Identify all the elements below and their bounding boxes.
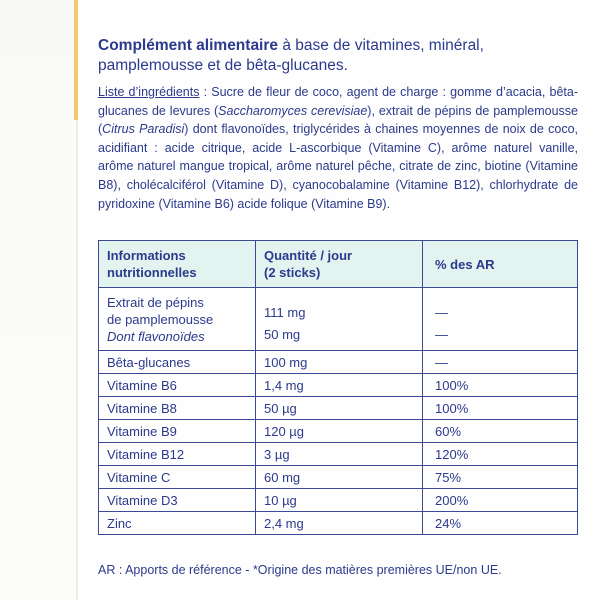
product-type: Complément alimentaire: [98, 37, 279, 54]
row-name: Vitamine D3: [99, 489, 256, 512]
row-name: Vitamine B6: [99, 374, 256, 397]
flavonoids-name: Dont flavonoïdes: [107, 328, 205, 344]
table-row: [99, 351, 578, 374]
table-row: [99, 420, 578, 443]
row-ar: 100%: [423, 374, 578, 397]
header-quantity: [256, 241, 423, 288]
ingredients-list: [98, 83, 578, 213]
row-name: Vitamine C: [99, 466, 256, 489]
fold-edge-line: [76, 120, 78, 600]
table-row: [99, 443, 578, 466]
row-qty: 2,4 mg: [256, 512, 423, 535]
table-row: [99, 489, 578, 512]
row-qty: 1,4 mg: [256, 374, 423, 397]
label-panel: [88, 0, 600, 600]
footnote: AR : Apports de référence - *Origine des matières premières UE/non UE.: [98, 563, 502, 577]
yellow-accent-stripe: [74, 0, 78, 120]
row-qty: 120 µg: [256, 420, 423, 443]
row-ar: 75%: [423, 466, 578, 489]
row-qty: 100 mg: [256, 351, 423, 374]
row-qty: 10 µg: [256, 489, 423, 512]
table-row: [99, 466, 578, 489]
row-ar: 200%: [423, 489, 578, 512]
table-row: [99, 512, 578, 535]
table-header-row: [99, 241, 578, 288]
row-name: Vitamine B12: [99, 443, 256, 466]
flavonoids-qty: 50 mg: [264, 326, 301, 342]
ingredients-latin-2: Citrus Paradisi: [102, 122, 185, 137]
row-name: Bêta-glucanes: [99, 351, 256, 374]
table-row: [99, 374, 578, 397]
row-name: Vitamine B9: [99, 420, 256, 443]
extract-ar-cell: [423, 288, 578, 351]
row-qty: 3 µg: [256, 443, 423, 466]
header-nutrition-info: [99, 241, 256, 288]
header-col1-line2: nutritionnelles: [107, 265, 197, 280]
row-ar: 120%: [423, 443, 578, 466]
row-name: Vitamine B8: [99, 397, 256, 420]
extract-name-line2: de pamplemousse: [107, 311, 214, 327]
header-col2-line1: Quantité / jour: [264, 248, 353, 263]
extract-name-line1: Extrait de pépins: [107, 294, 204, 310]
product-description-text: à base de vitamines, minéral, pamplemousse et de bêta-glucanes.: [98, 37, 484, 74]
ingredients-text-1: : Sucre de fleur de coco, agent de charge : gomme d’acacia, bêta-glucanes de levures (: [98, 85, 578, 118]
product-description: [98, 36, 578, 76]
ingredients-latin-1: Saccharomyces cerevisiae: [218, 103, 368, 118]
extract-qty: 111 mg: [264, 304, 306, 320]
ingredients-text-2: ), extrait de pépins de pamplemousse (: [98, 103, 578, 137]
left-packaging-edge: [0, 0, 78, 600]
ingredients-text-3: ) dont flavonoïdes, triglycérides à chaines moyennes de noix de coco, acidifiant : acide citrique, acide L-ascorbique (Vitamine C), arôme naturel vanille, arôme naturel mangue tropical, arôme naturel pêche, citrate de zinc, biotine (Vitamine B8), cholécalciférol (Vitamine D), cyanocobalamine (Vitamine B12), chlorhydrate de pyridoxine (Vitamine B6) acide folique (Vitamine B9).: [98, 122, 579, 211]
header-percent-ar: % des AR: [423, 241, 578, 288]
table-row: [99, 397, 578, 420]
row-qty: 50 µg: [256, 397, 423, 420]
table-row-extract: [99, 288, 578, 351]
row-ar: 24%: [423, 512, 578, 535]
nutrition-table: [98, 240, 578, 535]
row-name: Zinc: [99, 512, 256, 535]
extract-ar: —: [435, 304, 448, 320]
row-ar: —: [423, 351, 578, 374]
row-qty: 60 mg: [256, 466, 423, 489]
row-ar: 100%: [423, 397, 578, 420]
extract-name-cell: [99, 288, 256, 351]
extract-qty-cell: [256, 288, 423, 351]
row-ar: 60%: [423, 420, 578, 443]
ingredients-heading: Liste d’ingrédients: [98, 85, 200, 99]
header-col1-line1: Informations: [107, 248, 186, 263]
flavonoids-ar: —: [435, 326, 448, 342]
header-col2-line2: (2 sticks): [264, 265, 321, 280]
